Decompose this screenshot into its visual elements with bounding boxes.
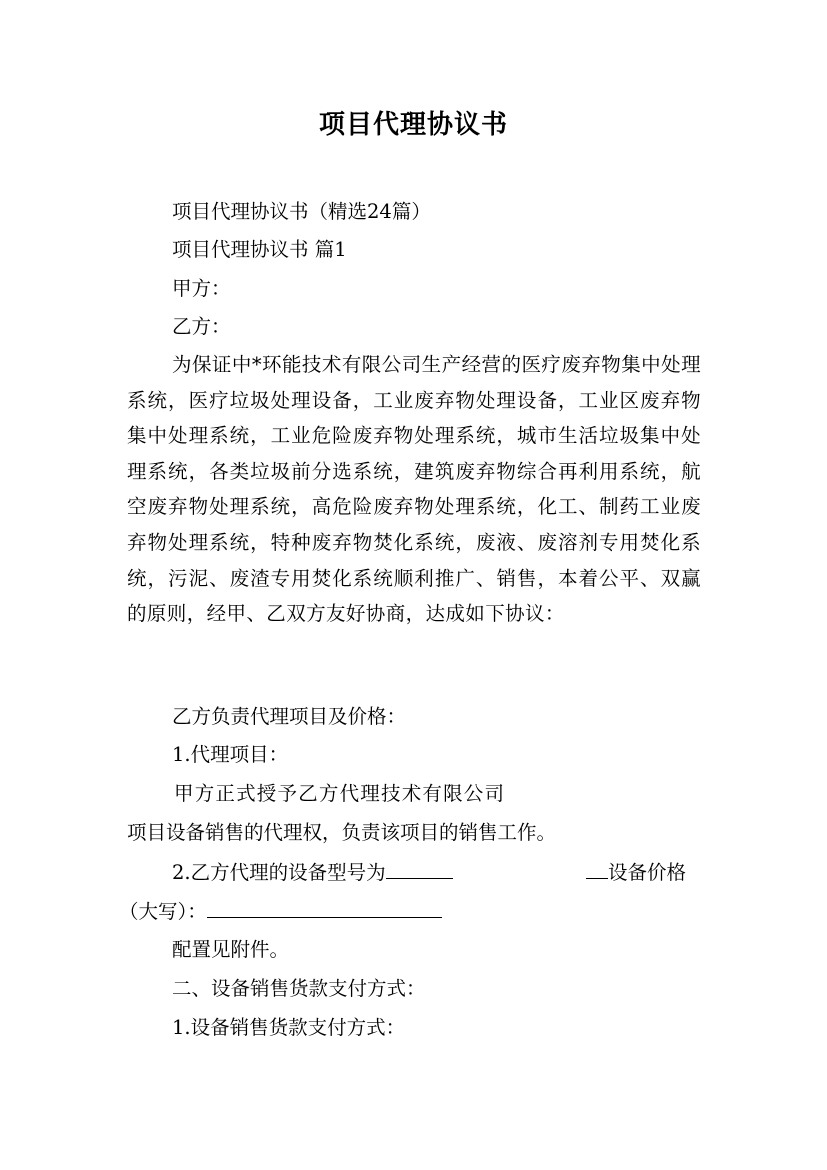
document-subtitle: 项目代理协议书（精选24篇）: [172, 200, 431, 223]
section-2-item-1: 1.设备销售货款支付方式：: [172, 1016, 406, 1039]
capital-label: （大写）：: [119, 900, 207, 923]
item-2-price-label: 设备价格: [608, 861, 687, 884]
item-2-model-label: 2.乙方代理的设备型号为: [172, 861, 386, 884]
document-title: 项目代理协议书: [318, 110, 508, 140]
price-blank-lead: [586, 860, 608, 879]
item-1-line1: 甲方正式授予乙方代理技术有限公司: [174, 782, 506, 805]
intro-paragraph: 为保证中*环能技术有限公司生产经营的医疗废弃物集中处理系统，医疗垃圾处理设备，工业废弃物处理设备，工业区废弃物集中处理系统，工业危险废弃物处理系统，城市生活垃圾集中处理系统，各类垃圾前分选系统，建筑废弃物综合再利用系统，航空废弃物处理系统，高危险废弃物处理系统，化工、制药工业废弃物处理系统，特种废弃物焚化系统，废液、废溶剂专用焚化系统，污泥、废渣专用焚化系统顺利推广、销售，本着公平、双赢的原则，经甲、乙双方友好协商，达成如下协议：: [127, 353, 701, 626]
section-heading: 项目代理协议书 篇1: [172, 238, 347, 261]
item-2-capital-line: [119, 899, 442, 924]
item-2-price-line: [586, 860, 686, 885]
capital-blank: [207, 899, 442, 918]
config-note: 配置见附件。: [172, 938, 290, 961]
section-2-heading: 二、设备销售货款支付方式：: [172, 977, 426, 1000]
model-blank: [386, 860, 453, 879]
party-b-label: 乙方：: [172, 315, 231, 338]
item-1-line2: 项目设备销售的代理权，负责该项目的销售工作。: [127, 821, 557, 844]
party-a-label: 甲方：: [172, 277, 231, 300]
section-1-heading: 乙方负责代理项目及价格：: [172, 705, 407, 728]
item-1-label: 1.代理项目：: [172, 743, 289, 766]
item-2-line: [172, 860, 453, 885]
